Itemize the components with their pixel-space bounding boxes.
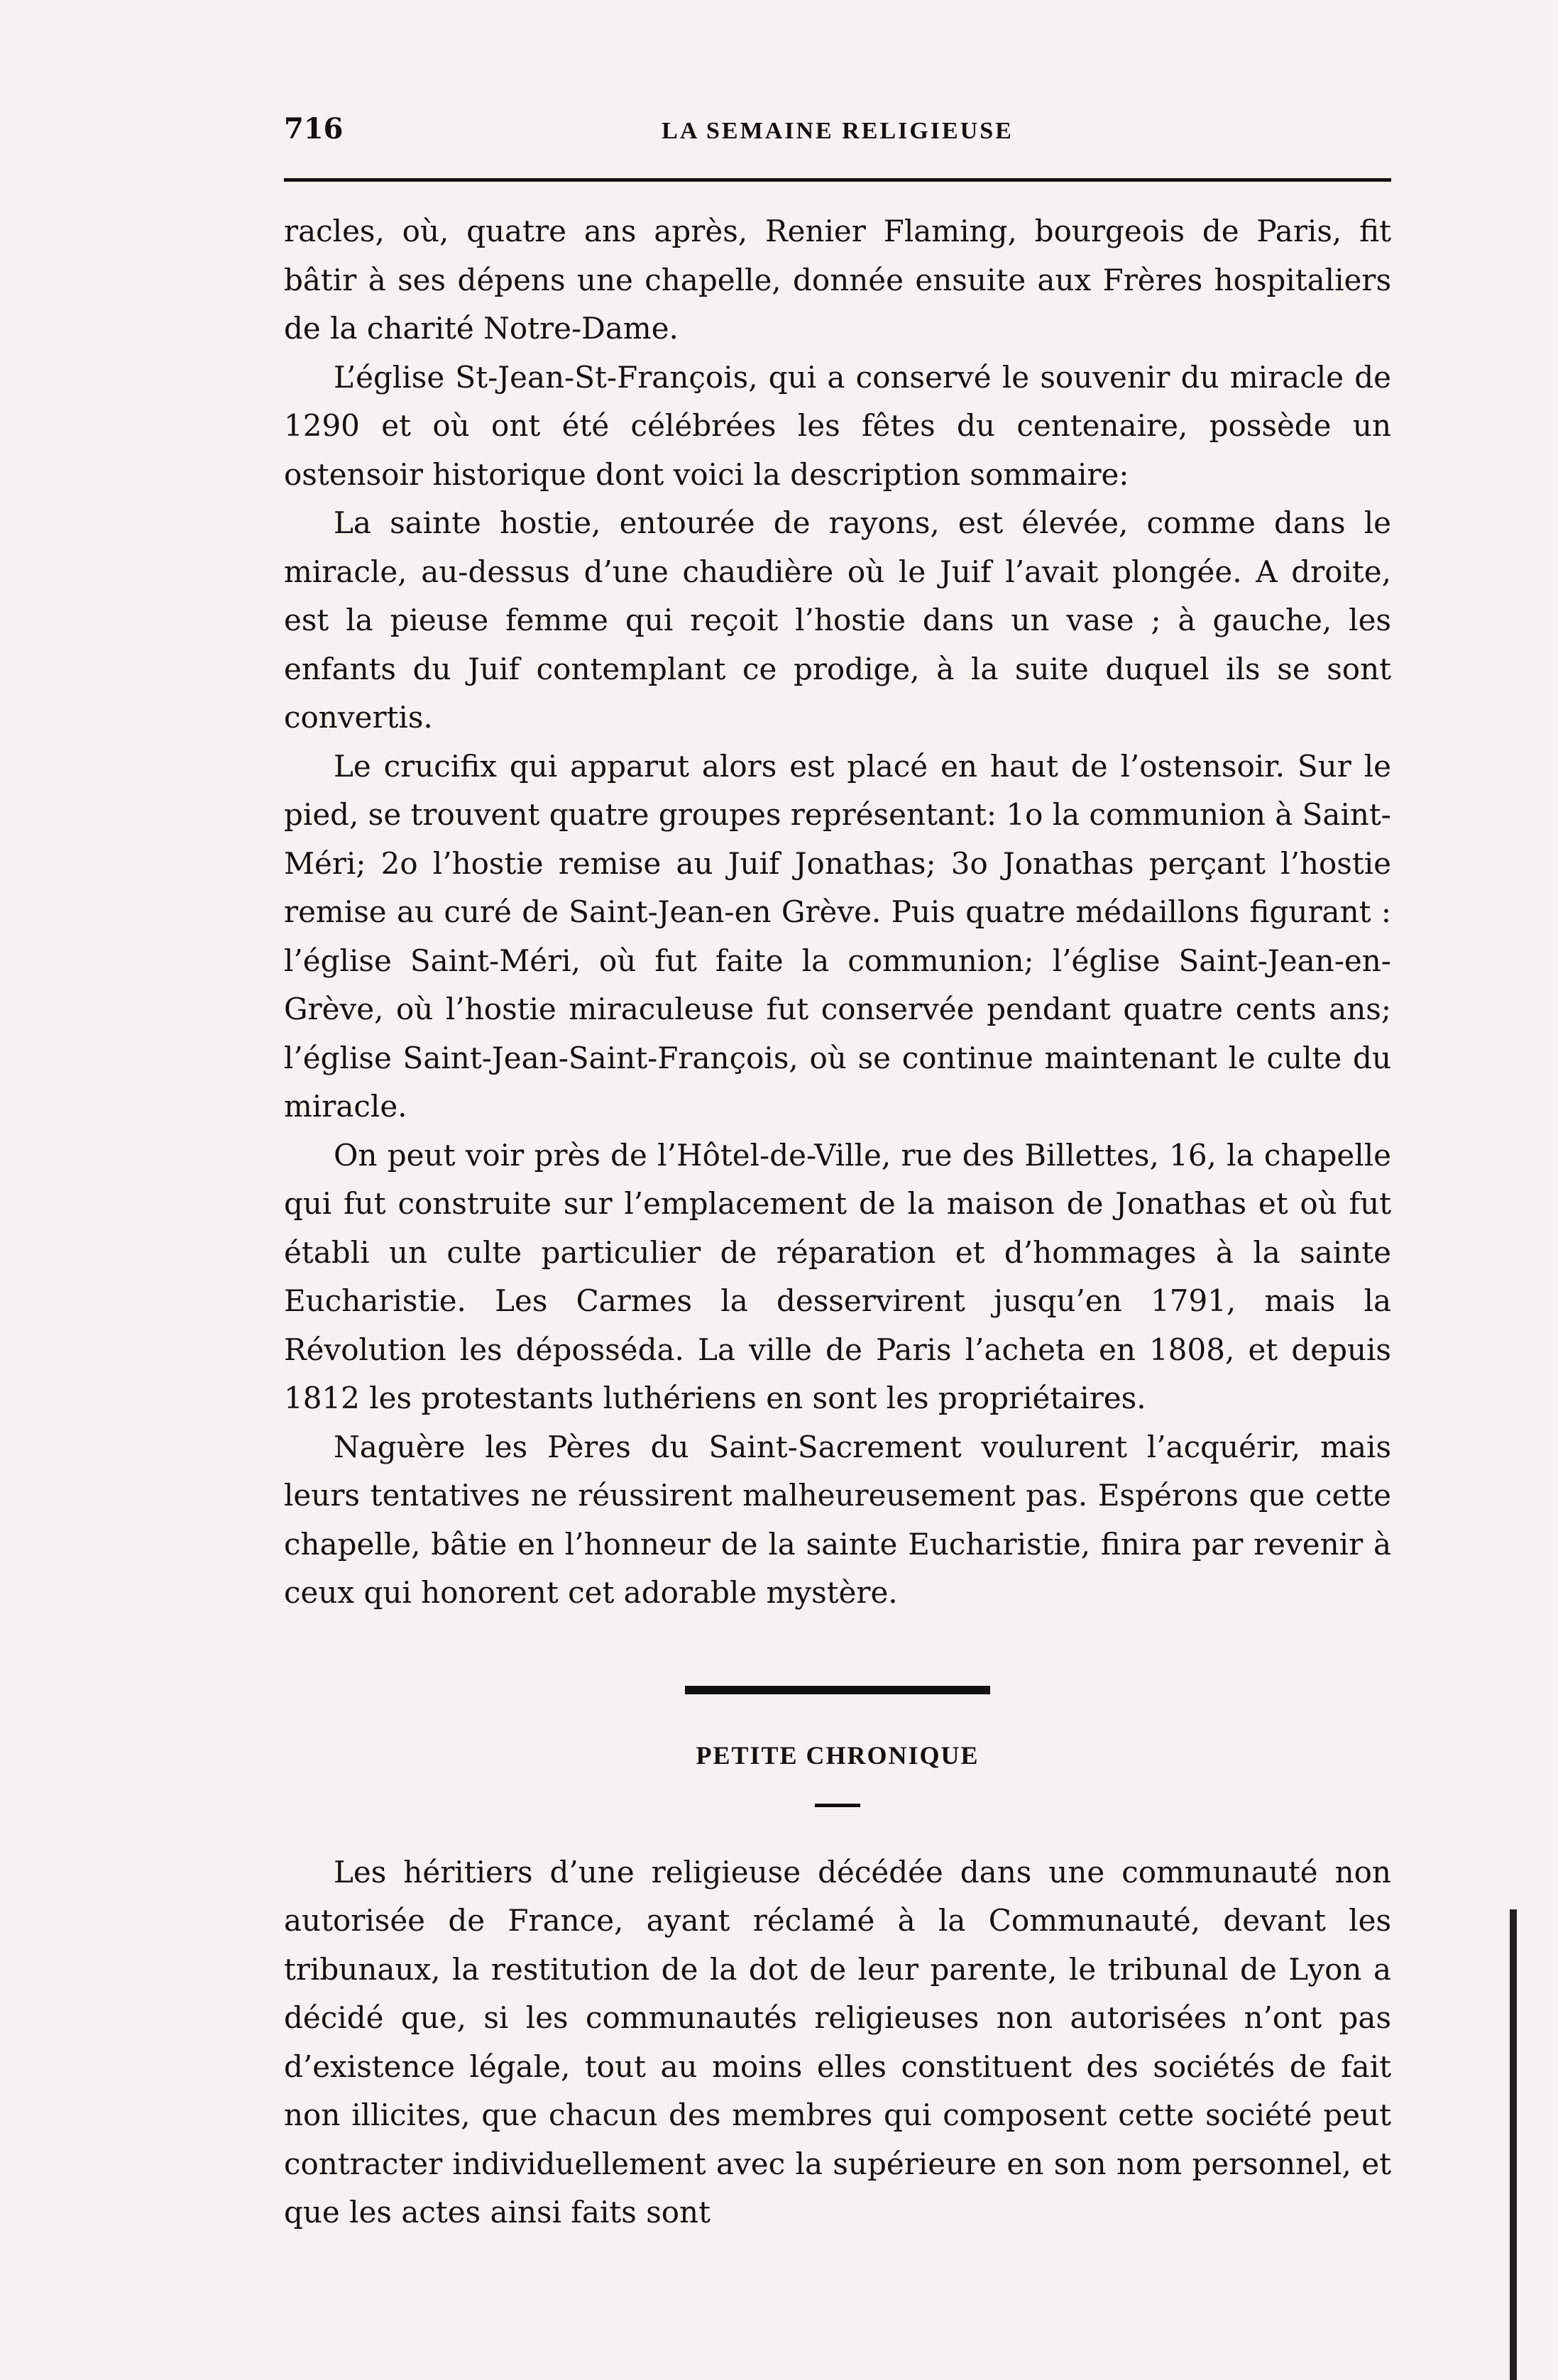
chronicle-body — [284, 1848, 1391, 2237]
paragraph: Le crucifix qui apparut alors est placé en haut de l’ostensoir. Sur le pied, se trouvent quatre groupes représentant: 1o la communion à Saint-Méri; 2o l’hostie remise au Juif Jonathas; 3o Jonathas perçant l’hostie remise au curé de Saint-Jean-en Grève. Puis quatre médaillons figurant : l’église Saint-Méri, où fut faite la communion; l’église Saint-Jean-en-Grève, où l’hostie miraculeuse fut conservée pendant quatre cents ans; l’église Saint-Jean-Saint-François, où se continue maintenant le culte du miracle. — [284, 748, 1391, 1124]
paragraph: Les héritiers d’une religieuse décédée dans une communauté non autorisée de France, ayant réclamé à la Communauté, devant les tribunaux, la restitution de la dot de leur parente, le tribunal de Lyon a décidé que, si les communautés religieuses non autorisées n’ont pas d’existence légale, tout au moins elles constituent des sociétés de fait non illicites, que chacun des membres qui composent cette société peut contracter individuellement avec la supérieure en son nom personnel, et que les actes ainsi faits sont — [284, 1854, 1391, 2230]
header-rule — [284, 178, 1391, 182]
title-underline — [815, 1804, 860, 1807]
running-title: LA SEMAINE RELIGIEUSE — [662, 118, 1014, 144]
page-number: 716 — [284, 112, 344, 146]
section-divider — [685, 1686, 990, 1694]
paragraph: L’église St-Jean-St-François, qui a conservé le souvenir du miracle de 1290 et où ont été célébrées les fêtes du centenaire, possède un ostensoir historique dont voici la description sommaire: — [284, 359, 1391, 492]
paragraph: La sainte hostie, entourée de rayons, est élevée, comme dans le miracle, au-dessus d’une chaudière où le Juif l’avait plongée. A droite, est la pieuse femme qui reçoit l’hostie dans un vase ; à gauche, les enfants du Juif contemplant ce prodige, à la suite duquel ils se sont convertis. — [284, 505, 1391, 735]
page-header — [284, 106, 1391, 154]
scan-edge-shadow — [1510, 1909, 1517, 2380]
paragraph: Naguère les Pères du Saint-Sacrement voulurent l’acquérir, mais leurs tentatives ne réussirent malheureusement pas. Espérons que cette chapelle, bâtie en l’honneur de la sainte Eucharistie, finira par revenir à ceux qui honorent cet adorable mystère. — [284, 1429, 1391, 1610]
page — [284, 106, 1391, 2237]
paragraph: On peut voir près de l’Hôtel-de-Ville, rue des Billettes, 16, la chapelle qui fut construite sur l’emplacement de la maison de Jonathas et où fut établi un culte particulier de réparation et d’hommages à la sainte Eucharistie. Les Carmes la desservirent jusqu’en 1791, mais la Révolution les déposséda. La ville de Paris l’acheta en 1808, et depuis 1812 les protestants luthériens en sont les propriétaires. — [284, 1137, 1391, 1415]
article-body — [284, 207, 1391, 1618]
paragraph-continued: racles, où, quatre ans après, Renier Flaming, bourgeois de Paris, fit bâtir à ses dépens une chapelle, donnée ensuite aux Frères hospitaliers de la charité Notre-Dame. — [284, 214, 1391, 346]
section-title: PETITE CHRONIQUE — [696, 1740, 980, 1770]
